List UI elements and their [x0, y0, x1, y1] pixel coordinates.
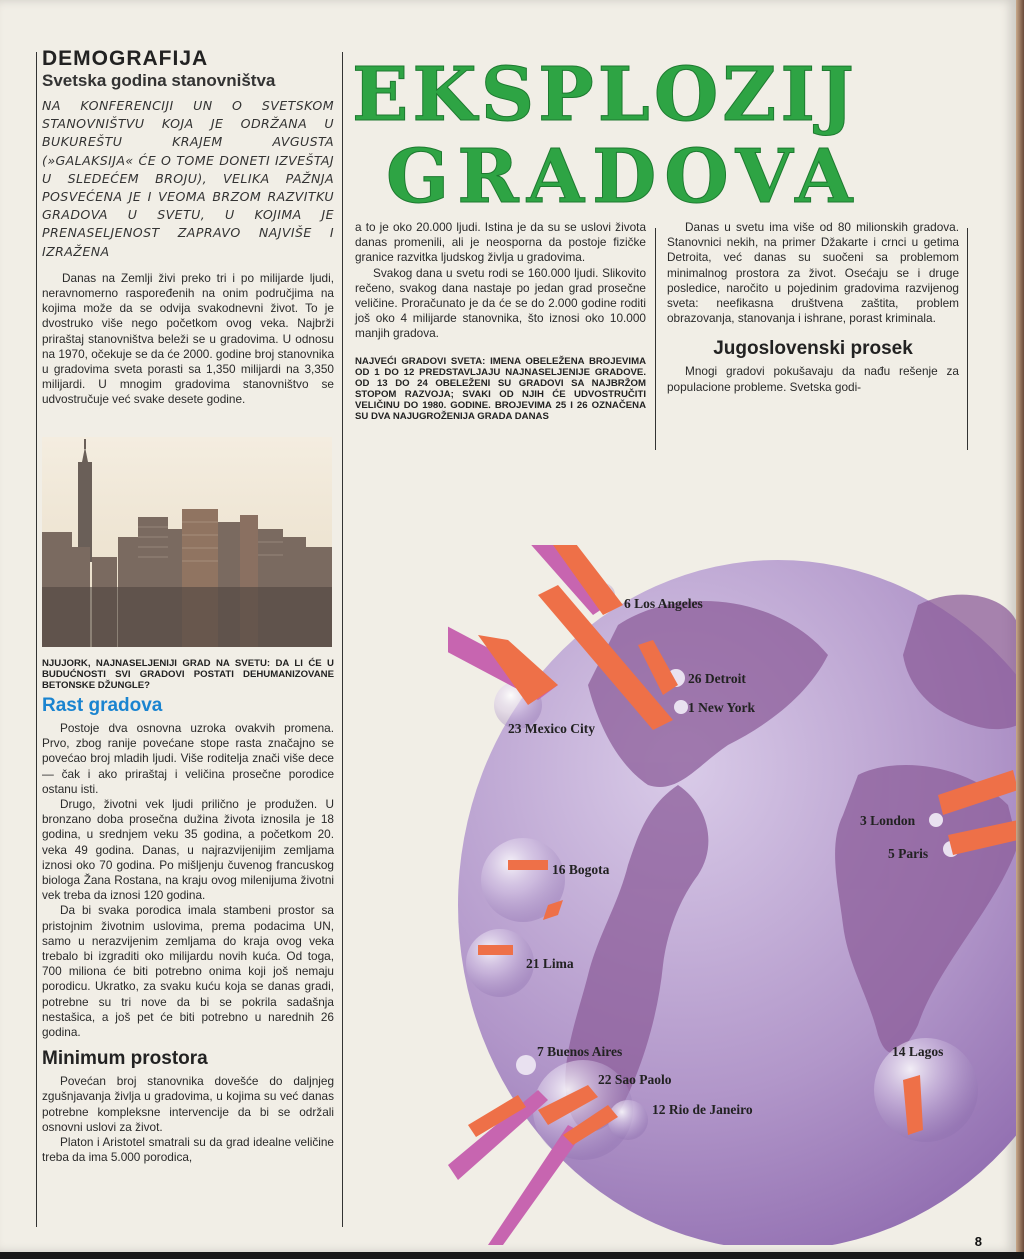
intro-text	[42, 271, 334, 408]
headline-line-2: GRADOVA	[386, 136, 861, 218]
world-cities-globe	[448, 545, 1018, 1245]
photo-caption: NJUJORK, NAJNASELJENIJI GRAD NA SVETU: DA LI ĆE U BUDUĆNOSTI SVI GRADOVI POSTATI DEHUMANIZOVANE BETONSKE DŽUNGLE?	[42, 658, 334, 691]
city-label: 22 Sao Paolo	[598, 1072, 672, 1087]
city-label: 26 Detroit	[688, 671, 746, 686]
left-column	[42, 48, 334, 408]
middle-paragraph: Svakog dana u svetu rodi se 160.000 ljudi. Slikovito rečeno, svakog dana nastaje po jedan grad prosečne veličine. Proračunato je da će se do 2.000 godine roditi još oko 4 milijarde stanovnika, što iznosi oko 10.000 manjih gradova.	[355, 265, 646, 341]
minimum-paragraph: Povećan broj stanovnika dovešće do daljnjeg zgušnjavanja življa u gradovima, u kojima su već danas potrebne kompleksne intervencije da bi se održali osnovni uslovi za život.	[42, 1074, 334, 1134]
map-caption: NAJVEĆI GRADOVI SVETA: IMENA OBELEŽENA BROJEVIMA OD 1 DO 12 PREDSTAVLJAJU NAJNASELJENIJE GRADOVE. OD 13 DO 24 OBELEŽENI SU GRADOVI SA NAJBRŽOM STOPOM RAZVOJA; SVAKI OD NJIH ĆE UDVOSTRUČITI VELIČINU DO 1980. GODINE. BROJEVIMA 25 I 26 OZNAČENA SU DVA NAJUGROŽENIJA GRADA DANAS	[355, 355, 646, 422]
city-label: 14 Lagos	[892, 1044, 944, 1059]
rast-paragraph: Postoje dva osnovna uzroka ovakvih promena. Prvo, zbog ranije povećane stope rasta značajno se povećao broj mladih ljudi. Više roditelja znači više dece — čak i ako priraštaj i veličina prosečne porodice ostanu isti.	[42, 721, 334, 796]
page-edge	[1016, 0, 1024, 1259]
jugoslovenski-heading: Jugoslovenski prosek	[713, 338, 913, 360]
new-york-photo	[42, 437, 332, 647]
minimum-heading: Minimum prostora	[42, 1048, 208, 1070]
city-label: 3 London	[860, 813, 916, 828]
column-divider	[967, 228, 968, 450]
column-divider	[36, 52, 37, 1227]
city-label: 6 Los Angeles	[624, 596, 703, 611]
city-label: 1 New York	[688, 700, 755, 715]
right-text-2	[667, 364, 959, 394]
rast-heading: Rast gradova	[42, 695, 163, 716]
city-label: 7 Buenos Aires	[537, 1044, 623, 1059]
city-label: 21 Lima	[526, 956, 574, 971]
article-subtitle: Svetska godina stanovništva	[42, 71, 276, 90]
section-rubric: DEMOGRAFIJA	[42, 47, 209, 70]
left-column-lower	[42, 652, 334, 1165]
rast-paragraph: Da bi svaka porodica imala stambeni prostor sa pristojnim životnim uslovima, prema podacima UN, samo u nerazvijenim zemljama do kraja ovog veka trebalo bi izgraditi oko milijardu novih kuća. Od toga, 700 miliona će biti potrebno onima koji još nemaju porodicu. Ukratko, za svaku kuću koja se danas gradi, potrebne su tri nove da bi se pokrila sadašnja nestašica, a još pet će biti potrebno u narednih 26 godina.	[42, 903, 334, 1040]
middle-text	[355, 220, 646, 342]
middle-paragraph: a to je oko 20.000 ljudi. Istina je da su se uslovi života danas promenili, ali je neosporna da postoje fizičke granice razvitka ljudskog življa u gradovima.	[355, 220, 646, 265]
right-paragraph: Danas u svetu ima više od 80 milionskih gradova. Stanovnici nekih, na primer Džakarte i crnci u getima Detroita, već danas su suočeni sa problemom minimalnog prostora za život. Osećaju se i druge posledice, naročito u pojedinim gradovima razvijenog sveta: neefikasna društvena zaštita, problem obrazovanja, stanovanja i ishrane, porast kriminala.	[667, 220, 959, 326]
rast-paragraph: Drugo, životni vek ljudi prilično je produžen. U bronzano doba prosečna dužina života iznosila je 18 godina, u srednjem veku 35 godina, a početkom 20. veka 49 godina. Danas, u najrazvijenijim zemljama iznosi oko 70 godina. Po mišljenju čuvenog francuskog biologa Žana Rostana, na kraju ovog milenijuma životni vek treba da iznosi 120 godina.	[42, 797, 334, 903]
right-column	[667, 220, 959, 395]
city-label: 23 Mexico City	[508, 721, 595, 736]
middle-column	[355, 220, 646, 426]
bottom-edge	[0, 1252, 1024, 1259]
city-label: 5 Paris	[888, 846, 929, 861]
headline-line-1: EKSPLOZIJ	[352, 54, 858, 136]
minimum-text	[42, 1074, 334, 1165]
column-divider	[655, 228, 656, 450]
city-label: 12 Rio de Janeiro	[652, 1102, 753, 1117]
right-paragraph: Mnogi gradovi pokušavaju da nađu rešenje za populacione probleme. Svetska godi-	[667, 364, 959, 394]
page-number: 8	[974, 1234, 982, 1249]
city-label: 16 Bogota	[552, 862, 610, 877]
article-lead: NA KONFERENCIJI UN O SVETSKOM STANOVNIŠTVU KOJA JE ODRŽANA U BUKUREŠTU KRAJEM AVGUSTA (»GALAKSIJA« ĆE O TOME DONETI IZVEŠTAJ U SLEDEĆEM BROJU), VELIKA PAŽNJA POSVEĆENA JE I VEOMA BRZOM RAZVITKU GRADOVA U SVETU, U KOJIMA JE PRENASELJENOST ZAPRAVO NAJVIŠE I IZRAŽENA	[42, 98, 334, 259]
minimum-paragraph: Platon i Aristotel smatrali su da grad idealne veličine treba da ima 5.000 porodica,	[42, 1135, 334, 1165]
intro-paragraph: Danas na Zemlji živi preko tri i po milijarde ljudi, neravnomerno raspoređenih na onim područjima na kojima može da se odvija svakodnevni život. To je dvostruko više nego početkom ovog veka. Najbrži priraštaj stanovništva beleži se u gradovima. U odnosu na 1970, očekuje se da će 2000. godine broj stanovnika u gradovima sveta porasti sa 1,350 milijardi na 3,350 milijardi. U mnogim gradovima stanovništvo se udvostručuje već svake desete godine.	[42, 270, 334, 407]
rast-text	[42, 721, 334, 1040]
column-divider	[342, 52, 343, 1227]
right-text	[667, 220, 959, 326]
